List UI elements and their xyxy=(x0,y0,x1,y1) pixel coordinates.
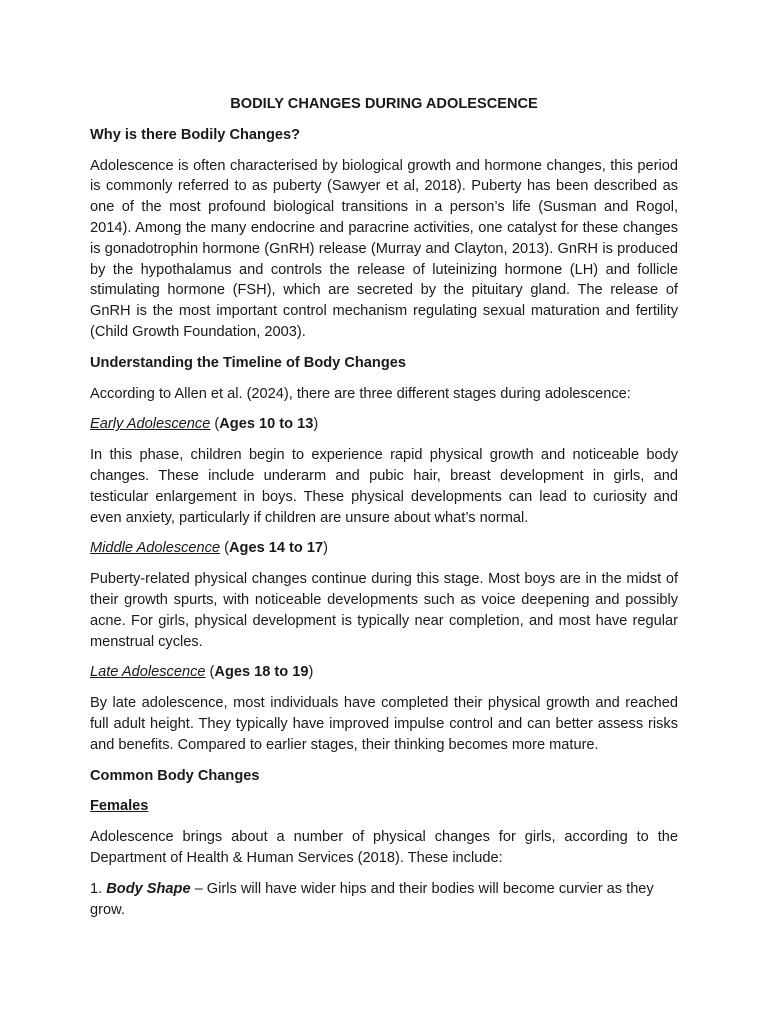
list-item xyxy=(90,879,678,921)
timeline-intro: According to Allen et al. (2024), there are three different stages during adolescence: xyxy=(90,385,631,402)
stage-heading-early xyxy=(90,414,678,435)
common-heading: Common Body Changes xyxy=(90,767,260,784)
stage-open-paren: ( xyxy=(220,540,229,557)
stage-heading-late xyxy=(90,662,678,683)
stage-heading-middle xyxy=(90,538,678,559)
stage-name: Early Adolescence xyxy=(90,416,211,433)
stage-close-paren: ) xyxy=(308,664,314,681)
females-intro: Adolescence brings about a number of physical changes for girls, according to the Department of Health & Human Services (2018). These include: xyxy=(90,829,678,866)
stage-age-range: Ages 14 to 17 xyxy=(229,540,324,557)
list-item-text: – Girls will have wider hips and their bodies will become curvier as they grow. xyxy=(90,880,654,918)
stage-close-paren: ) xyxy=(323,540,328,557)
list-item-number: 1. xyxy=(90,880,107,897)
stage-open-paren: ( xyxy=(210,416,220,433)
list-item-name: Body Shape xyxy=(106,880,191,897)
why-paragraph: Adolescence is often characterised by biological growth and hormone changes, this period is commonly referred to as puberty (Sawyer et al, 2018). Puberty has been described as one of the most profound biological transitions in a person’s life (Susman and Rogol, 2014). Among the many endocrine and paracrine activities, one catalyst for these changes is gonadotrophin hormone (GnRH) release (Murray and Clayton, 2013). GnRH is produced by the hypothalamus and controls the release of luteinizing hormone (LH) and follicle stimulating hormone (FSH), which are secreted by the pituitary gland. The release of GnRH is the most important control mechanism regulating sexual maturation and fertility (Child Growth Foundation, 2003). xyxy=(90,157,678,340)
document-title: BODILY CHANGES DURING ADOLESCENCE xyxy=(230,96,538,112)
stage-text-middle: Puberty-related physical changes continue during this stage. Most boys are in the midst of their growth spurts, with noticeable developments such as voice deepening and possibly acne. For girls, physical development is typically near completion, and most have regular menstrual cycles. xyxy=(90,571,678,650)
why-heading: Why is there Bodily Changes? xyxy=(90,126,301,143)
timeline-heading: Understanding the Timeline of Body Changes xyxy=(90,354,406,371)
stage-close-paren: ) xyxy=(313,416,319,433)
stage-name: Late Adolescence xyxy=(90,664,206,681)
stage-age-range: Ages 10 to 13 xyxy=(219,416,314,433)
stage-age-range: Ages 18 to 19 xyxy=(214,664,309,681)
stage-text-late: By late adolescence, most individuals have completed their physical growth and reached full adult height. They typically have improved impulse control and can better assess risks and benefits. Compared to earlier stages, their thinking becomes more mature. xyxy=(90,695,678,753)
stage-text-early: In this phase, children begin to experience rapid physical growth and noticeable body changes. These include underarm and pubic hair, breast development in girls, and testicular enlargement in boys. These physical developments can lead to curiosity and even anxiety, particularly if children are unsure about what’s normal. xyxy=(90,447,678,526)
stage-open-paren: ( xyxy=(205,664,215,681)
females-heading: Females xyxy=(90,798,149,815)
stage-name: Middle Adolescence xyxy=(90,540,221,557)
